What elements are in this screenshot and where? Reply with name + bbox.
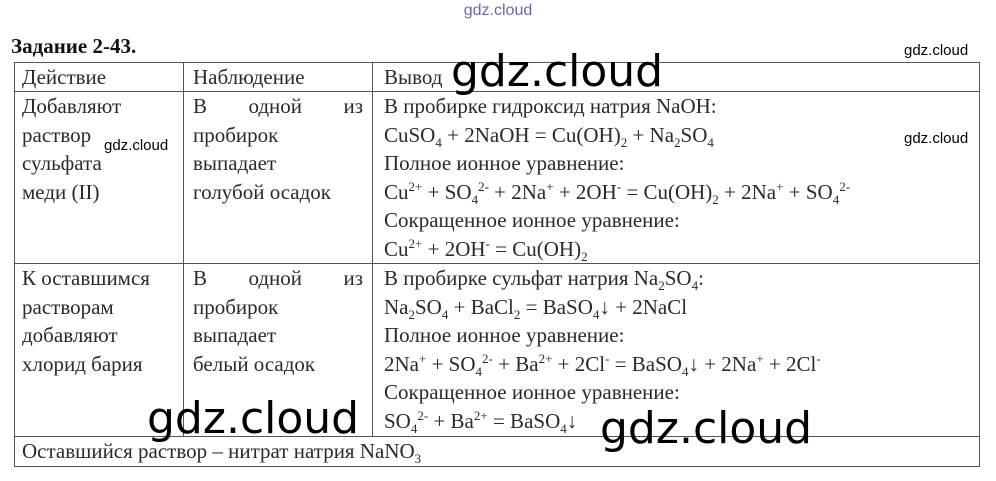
watermark-large-bottom-left: gdz.cloud <box>147 393 360 444</box>
row2-observation-line: пробирок <box>193 294 279 319</box>
watermark-top: gdz.cloud <box>463 2 533 19</box>
row2-full-ionic-label: Полное ионное уравнение: <box>384 323 625 347</box>
watermark-large-top: gdz.cloud <box>451 46 664 97</box>
row1-intro: В пробирке гидроксид натрия NaOH: <box>384 94 717 118</box>
row2-action-line: растворам <box>22 294 114 319</box>
watermark-small-right-top: gdz.cloud <box>904 42 969 59</box>
row1-observation-line: голубой осадок <box>193 179 331 204</box>
footer-conclusion: Оставшийся раствор – нитрат натрия NaNO$_3$ <box>22 439 422 467</box>
row1-action-line: сульфата <box>22 151 102 175</box>
row2-action <box>22 264 182 378</box>
row2-short-ionic-label: Сокращенное ионное уравнение: <box>384 380 680 404</box>
watermark-large-bottom-right: gdz.cloud <box>600 403 813 454</box>
table-border-bottom <box>14 466 980 467</box>
header-observation: Наблюдение <box>193 65 305 89</box>
row2-action-line: К оставшимся <box>22 266 150 290</box>
column-divider-1 <box>183 62 184 437</box>
row2-intro: В пробирке сульфат натрия $Na_2SO_4$: <box>384 266 704 294</box>
row2-observation <box>193 264 363 378</box>
row1-observation-line: пробирок <box>193 122 279 147</box>
table-border-right <box>979 62 980 467</box>
row2-observation-line: белый осадок <box>193 351 316 376</box>
row2-observation-line: выпадает <box>193 323 277 347</box>
row1-full-ionic-equation: $Cu^{2+} + SO_4^{2-} + 2Na^+ + 2OH^- = Cu(OH)_2 + 2Na^+ + SO_4^{2-}$ <box>384 178 851 207</box>
row2-molecular-equation: $Na_2SO_4$ + BaCl$_2$ = BaSO$_4$↓ + 2NaCl <box>384 294 688 322</box>
watermark-small-left: gdz.cloud <box>104 137 169 154</box>
header-action: Действие <box>22 65 107 89</box>
row1-full-ionic-label: Полное ионное уравнение: <box>384 151 625 175</box>
header-conclusion: Вывод <box>384 65 443 89</box>
row2-action-line: хлорид бария <box>22 351 143 376</box>
row1-observation-line: выпадает <box>193 151 277 175</box>
row1-molecular-equation: CuSO$_4$ + 2NaOH = $Cu(OH)_2 + Na_2SO_4$ <box>384 122 714 150</box>
row2-observation-line: В одной из <box>193 266 363 290</box>
row1-short-ionic-label: Сокращенное ионное уравнение: <box>384 208 680 232</box>
row2-action-line: добавляют <box>22 323 118 347</box>
row2-short-ionic-equation: $SO_4^{2-} + Ba^{2+}$ = BaSO$_4$↓ <box>384 407 578 436</box>
row1-conclusion <box>384 92 974 263</box>
row1-observation <box>193 92 363 206</box>
column-divider-2 <box>372 62 373 437</box>
row1-observation-line: В одной из <box>193 94 363 118</box>
row2-full-ionic-equation: $2Na^+ + SO_4^{2-} + Ba^{2+} + 2Cl^-$ = BaSO$_4$↓ + 2Na+ + 2Cl- <box>384 350 821 379</box>
row1-short-ionic-equation: $Cu^{2+} + 2OH^- = Cu(OH)_2$ <box>384 235 588 264</box>
row1-action-line: Добавляют <box>22 94 122 118</box>
table-border-left <box>14 62 15 467</box>
row1-action-line: меди (II) <box>22 179 100 204</box>
task-title: Задание 2-43. <box>11 34 137 58</box>
watermark-small-right: gdz.cloud <box>904 130 969 147</box>
row1-action-line: раствор <box>22 122 92 147</box>
